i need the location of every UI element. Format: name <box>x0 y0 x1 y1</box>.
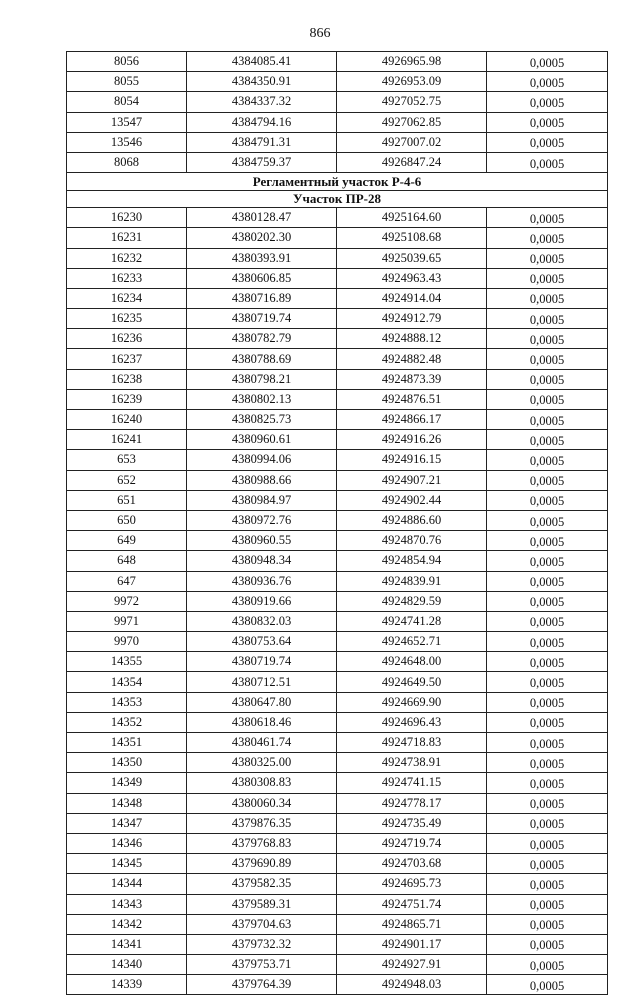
y-coordinate-cell: 4924741.28 <box>337 611 487 631</box>
y-coordinate-cell: 4926847.24 <box>337 152 487 172</box>
point-number-cell: 14348 <box>67 793 187 813</box>
x-coordinate-cell: 4380716.89 <box>187 288 337 308</box>
y-coordinate-cell: 4924854.94 <box>337 551 487 571</box>
point-number-cell: 14345 <box>67 854 187 874</box>
point-number-cell: 14341 <box>67 934 187 954</box>
table-row <box>67 551 608 571</box>
page-number: 866 <box>309 26 331 41</box>
x-coordinate-cell: 4380618.46 <box>187 712 337 732</box>
y-coordinate-cell: 4924882.48 <box>337 349 487 369</box>
accuracy-cell: 0,0005 <box>487 450 608 470</box>
accuracy-cell: 0,0005 <box>487 248 608 268</box>
accuracy-cell: 0,0005 <box>487 712 608 732</box>
point-number-cell: 14353 <box>67 692 187 712</box>
y-coordinate-cell: 4924927.91 <box>337 955 487 975</box>
x-coordinate-cell: 4380308.83 <box>187 773 337 793</box>
accuracy-cell: 0,0005 <box>487 410 608 430</box>
y-coordinate-cell: 4924873.39 <box>337 369 487 389</box>
y-coordinate-cell: 4924829.59 <box>337 591 487 611</box>
table-row <box>67 571 608 591</box>
point-number-cell: 14342 <box>67 914 187 934</box>
accuracy-cell: 0,0005 <box>487 92 608 112</box>
point-number-cell: 9970 <box>67 632 187 652</box>
x-coordinate-cell: 4380719.74 <box>187 652 337 672</box>
accuracy-cell: 0,0005 <box>487 692 608 712</box>
y-coordinate-cell: 4924735.49 <box>337 813 487 833</box>
y-coordinate-cell: 4927052.75 <box>337 92 487 112</box>
point-number-cell: 14355 <box>67 652 187 672</box>
subsection-heading-row <box>67 190 608 208</box>
accuracy-cell: 0,0005 <box>487 914 608 934</box>
x-coordinate-cell: 4380960.61 <box>187 430 337 450</box>
x-coordinate-cell: 4379732.32 <box>187 934 337 954</box>
accuracy-cell: 0,0005 <box>487 955 608 975</box>
point-number-cell: 16238 <box>67 369 187 389</box>
accuracy-cell: 0,0005 <box>487 813 608 833</box>
table-row <box>67 72 608 92</box>
table-row <box>67 611 608 631</box>
section-heading-row <box>67 173 608 191</box>
table-row <box>67 894 608 914</box>
table-headings <box>67 173 608 208</box>
table-row <box>67 410 608 430</box>
point-number-cell: 653 <box>67 450 187 470</box>
x-coordinate-cell: 4379764.39 <box>187 975 337 995</box>
x-coordinate-cell: 4380984.97 <box>187 490 337 510</box>
table-row <box>67 92 608 112</box>
accuracy-cell: 0,0005 <box>487 652 608 672</box>
y-coordinate-cell: 4925164.60 <box>337 208 487 228</box>
y-coordinate-cell: 4924888.12 <box>337 329 487 349</box>
point-number-cell: 13546 <box>67 132 187 152</box>
table-row <box>67 753 608 773</box>
table-row <box>67 228 608 248</box>
accuracy-cell: 0,0005 <box>487 228 608 248</box>
x-coordinate-cell: 4380936.76 <box>187 571 337 591</box>
accuracy-cell: 0,0005 <box>487 52 608 72</box>
point-number-cell: 14344 <box>67 874 187 894</box>
table-row <box>67 773 608 793</box>
y-coordinate-cell: 4927007.02 <box>337 132 487 152</box>
point-number-cell: 16241 <box>67 430 187 450</box>
accuracy-cell: 0,0005 <box>487 611 608 631</box>
table-row <box>67 349 608 369</box>
point-number-cell: 14349 <box>67 773 187 793</box>
point-number-cell: 9971 <box>67 611 187 631</box>
accuracy-cell: 0,0005 <box>487 733 608 753</box>
point-number-cell: 16230 <box>67 208 187 228</box>
x-coordinate-cell: 4380994.06 <box>187 450 337 470</box>
point-number-cell: 647 <box>67 571 187 591</box>
point-number-cell: 16239 <box>67 389 187 409</box>
table-row <box>67 248 608 268</box>
y-coordinate-cell: 4924703.68 <box>337 854 487 874</box>
table-row <box>67 531 608 551</box>
table-row <box>67 132 608 152</box>
accuracy-cell: 0,0005 <box>487 389 608 409</box>
y-coordinate-cell: 4924914.04 <box>337 288 487 308</box>
y-coordinate-cell: 4924648.00 <box>337 652 487 672</box>
y-coordinate-cell: 4924886.60 <box>337 510 487 530</box>
y-coordinate-cell: 4924963.43 <box>337 268 487 288</box>
accuracy-cell: 0,0005 <box>487 672 608 692</box>
x-coordinate-cell: 4379690.89 <box>187 854 337 874</box>
table-row <box>67 112 608 132</box>
accuracy-cell: 0,0005 <box>487 632 608 652</box>
table-row <box>67 793 608 813</box>
table-row <box>67 288 608 308</box>
point-number-cell: 8056 <box>67 52 187 72</box>
x-coordinate-cell: 4384337.32 <box>187 92 337 112</box>
table-row <box>67 874 608 894</box>
y-coordinate-cell: 4924866.17 <box>337 410 487 430</box>
table-row <box>67 733 608 753</box>
point-number-cell: 16234 <box>67 288 187 308</box>
accuracy-cell: 0,0005 <box>487 369 608 389</box>
table-body-main <box>67 208 608 995</box>
x-coordinate-cell: 4380798.21 <box>187 369 337 389</box>
accuracy-cell: 0,0005 <box>487 329 608 349</box>
accuracy-cell: 0,0005 <box>487 894 608 914</box>
table-body-top <box>67 52 608 173</box>
accuracy-cell: 0,0005 <box>487 470 608 490</box>
coordinates-table <box>66 51 608 995</box>
table-row <box>67 652 608 672</box>
table-row <box>67 914 608 934</box>
accuracy-cell: 0,0005 <box>487 833 608 853</box>
x-coordinate-cell: 4380972.76 <box>187 510 337 530</box>
x-coordinate-cell: 4380719.74 <box>187 309 337 329</box>
accuracy-cell: 0,0005 <box>487 132 608 152</box>
accuracy-cell: 0,0005 <box>487 753 608 773</box>
accuracy-cell: 0,0005 <box>487 349 608 369</box>
table-row <box>67 369 608 389</box>
y-coordinate-cell: 4924948.03 <box>337 975 487 995</box>
point-number-cell: 16233 <box>67 268 187 288</box>
y-coordinate-cell: 4924876.51 <box>337 389 487 409</box>
accuracy-cell: 0,0005 <box>487 309 608 329</box>
accuracy-cell: 0,0005 <box>487 975 608 995</box>
accuracy-cell: 0,0005 <box>487 934 608 954</box>
table-row <box>67 591 608 611</box>
x-coordinate-cell: 4380782.79 <box>187 329 337 349</box>
x-coordinate-cell: 4380060.34 <box>187 793 337 813</box>
point-number-cell: 14350 <box>67 753 187 773</box>
point-number-cell: 14346 <box>67 833 187 853</box>
y-coordinate-cell: 4924901.17 <box>337 934 487 954</box>
x-coordinate-cell: 4379589.31 <box>187 894 337 914</box>
table-row <box>67 329 608 349</box>
accuracy-cell: 0,0005 <box>487 268 608 288</box>
y-coordinate-cell: 4927062.85 <box>337 112 487 132</box>
y-coordinate-cell: 4924912.79 <box>337 309 487 329</box>
y-coordinate-cell: 4924695.73 <box>337 874 487 894</box>
point-number-cell: 648 <box>67 551 187 571</box>
table-row <box>67 833 608 853</box>
x-coordinate-cell: 4380647.80 <box>187 692 337 712</box>
section-heading: Регламентный участок Р-4-6 <box>67 173 608 191</box>
x-coordinate-cell: 4384794.16 <box>187 112 337 132</box>
x-coordinate-cell: 4380832.03 <box>187 611 337 631</box>
y-coordinate-cell: 4924738.91 <box>337 753 487 773</box>
point-number-cell: 14347 <box>67 813 187 833</box>
y-coordinate-cell: 4925108.68 <box>337 228 487 248</box>
y-coordinate-cell: 4924902.44 <box>337 490 487 510</box>
accuracy-cell: 0,0005 <box>487 874 608 894</box>
accuracy-cell: 0,0005 <box>487 591 608 611</box>
accuracy-cell: 0,0005 <box>487 288 608 308</box>
y-coordinate-cell: 4924865.71 <box>337 914 487 934</box>
y-coordinate-cell: 4924916.15 <box>337 450 487 470</box>
y-coordinate-cell: 4926965.98 <box>337 52 487 72</box>
table-row <box>67 450 608 470</box>
accuracy-cell: 0,0005 <box>487 490 608 510</box>
y-coordinate-cell: 4924907.21 <box>337 470 487 490</box>
point-number-cell: 14352 <box>67 712 187 732</box>
point-number-cell: 650 <box>67 510 187 530</box>
table-row <box>67 672 608 692</box>
accuracy-cell: 0,0005 <box>487 854 608 874</box>
x-coordinate-cell: 4380712.51 <box>187 672 337 692</box>
x-coordinate-cell: 4379753.71 <box>187 955 337 975</box>
x-coordinate-cell: 4379704.63 <box>187 914 337 934</box>
y-coordinate-cell: 4924718.83 <box>337 733 487 753</box>
x-coordinate-cell: 4384085.41 <box>187 52 337 72</box>
accuracy-cell: 0,0005 <box>487 430 608 450</box>
x-coordinate-cell: 4380461.74 <box>187 733 337 753</box>
point-number-cell: 13547 <box>67 112 187 132</box>
accuracy-cell: 0,0005 <box>487 152 608 172</box>
y-coordinate-cell: 4924649.50 <box>337 672 487 692</box>
subsection-heading: Участок ПР-28 <box>67 190 608 208</box>
accuracy-cell: 0,0005 <box>487 571 608 591</box>
x-coordinate-cell: 4384350.91 <box>187 72 337 92</box>
point-number-cell: 14343 <box>67 894 187 914</box>
x-coordinate-cell: 4380325.00 <box>187 753 337 773</box>
table-row <box>67 389 608 409</box>
y-coordinate-cell: 4924696.43 <box>337 712 487 732</box>
x-coordinate-cell: 4380960.55 <box>187 531 337 551</box>
table-row <box>67 955 608 975</box>
point-number-cell: 14354 <box>67 672 187 692</box>
y-coordinate-cell: 4924870.76 <box>337 531 487 551</box>
x-coordinate-cell: 4380753.64 <box>187 632 337 652</box>
x-coordinate-cell: 4380606.85 <box>187 268 337 288</box>
table-row <box>67 510 608 530</box>
accuracy-cell: 0,0005 <box>487 793 608 813</box>
x-coordinate-cell: 4380948.34 <box>187 551 337 571</box>
point-number-cell: 14339 <box>67 975 187 995</box>
table-row <box>67 309 608 329</box>
point-number-cell: 652 <box>67 470 187 490</box>
accuracy-cell: 0,0005 <box>487 72 608 92</box>
table-row <box>67 490 608 510</box>
point-number-cell: 16240 <box>67 410 187 430</box>
x-coordinate-cell: 4384759.37 <box>187 152 337 172</box>
y-coordinate-cell: 4924741.15 <box>337 773 487 793</box>
x-coordinate-cell: 4380802.13 <box>187 389 337 409</box>
y-coordinate-cell: 4926953.09 <box>337 72 487 92</box>
accuracy-cell: 0,0005 <box>487 531 608 551</box>
x-coordinate-cell: 4379768.83 <box>187 833 337 853</box>
table-row <box>67 470 608 490</box>
point-number-cell: 16237 <box>67 349 187 369</box>
point-number-cell: 649 <box>67 531 187 551</box>
y-coordinate-cell: 4924916.26 <box>337 430 487 450</box>
y-coordinate-cell: 4924751.74 <box>337 894 487 914</box>
table-row <box>67 934 608 954</box>
point-number-cell: 14351 <box>67 733 187 753</box>
table-row <box>67 975 608 995</box>
point-number-cell: 14340 <box>67 955 187 975</box>
table-row <box>67 692 608 712</box>
accuracy-cell: 0,0005 <box>487 510 608 530</box>
table-row <box>67 632 608 652</box>
y-coordinate-cell: 4924719.74 <box>337 833 487 853</box>
accuracy-cell: 0,0005 <box>487 208 608 228</box>
x-coordinate-cell: 4384791.31 <box>187 132 337 152</box>
y-coordinate-cell: 4924778.17 <box>337 793 487 813</box>
table-row <box>67 712 608 732</box>
x-coordinate-cell: 4379876.35 <box>187 813 337 833</box>
x-coordinate-cell: 4380393.91 <box>187 248 337 268</box>
x-coordinate-cell: 4380988.66 <box>187 470 337 490</box>
table-row <box>67 52 608 72</box>
accuracy-cell: 0,0005 <box>487 112 608 132</box>
point-number-cell: 8068 <box>67 152 187 172</box>
accuracy-cell: 0,0005 <box>487 773 608 793</box>
point-number-cell: 16235 <box>67 309 187 329</box>
table-row <box>67 430 608 450</box>
x-coordinate-cell: 4380825.73 <box>187 410 337 430</box>
y-coordinate-cell: 4924839.91 <box>337 571 487 591</box>
point-number-cell: 16236 <box>67 329 187 349</box>
table-row <box>67 208 608 228</box>
x-coordinate-cell: 4380128.47 <box>187 208 337 228</box>
table-row <box>67 813 608 833</box>
y-coordinate-cell: 4924669.90 <box>337 692 487 712</box>
point-number-cell: 16231 <box>67 228 187 248</box>
x-coordinate-cell: 4380202.30 <box>187 228 337 248</box>
point-number-cell: 651 <box>67 490 187 510</box>
x-coordinate-cell: 4379582.35 <box>187 874 337 894</box>
y-coordinate-cell: 4924652.71 <box>337 632 487 652</box>
x-coordinate-cell: 4380919.66 <box>187 591 337 611</box>
point-number-cell: 16232 <box>67 248 187 268</box>
point-number-cell: 8055 <box>67 72 187 92</box>
point-number-cell: 9972 <box>67 591 187 611</box>
x-coordinate-cell: 4380788.69 <box>187 349 337 369</box>
accuracy-cell: 0,0005 <box>487 551 608 571</box>
table-row <box>67 268 608 288</box>
y-coordinate-cell: 4925039.65 <box>337 248 487 268</box>
table-row <box>67 152 608 172</box>
point-number-cell: 8054 <box>67 92 187 112</box>
table-row <box>67 854 608 874</box>
